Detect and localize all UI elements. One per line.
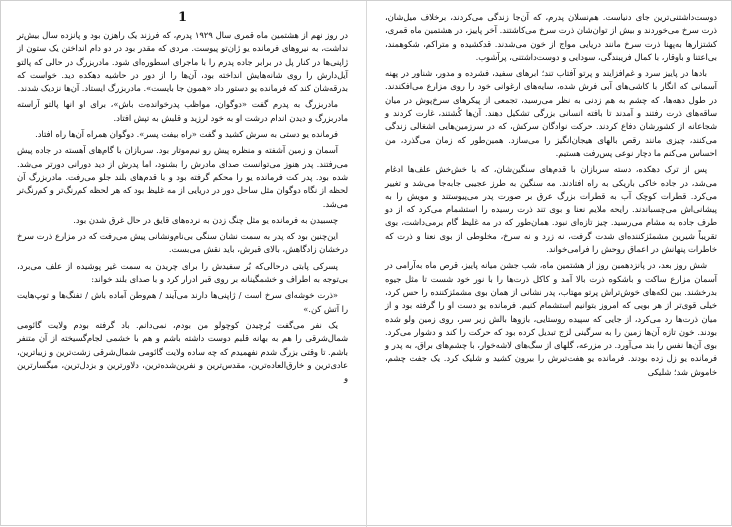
- right-paragraph-2: بادها در پاییز سرد و غم‌افزایند و پرتو آفتاب تند؛ ابرهای سفید، فشرده و مدور، شناور در پهنه آسمانی که انگار با کاشی‌های آبی فرش شده، سایه‌های ارغوانی خود را روی مزارع می‌افکندند. در طول دهه‌ها، که چشم به هم زدنی به نظر می‌رسید، تجمعی از پیکرهای سرخ‌پوش در میان ساقه‌های ذرت رفتند و آمدند تا بافته انسانی بزرگی تشکیل دهند. آن‌ها کُشتند، غارت کردند و شجاعانه از کشورشان دفاع کردند. حرکت نوادگان سرکش، که در سرزمین‌هایی اشغالی زندگی می‌کنند، چیزی مانند رقص بالهای هیجان‌انگیز را می‌سازد. همین‌طور که زمان می‌گذرد، من احساس می‌کنم ما دچار نوعی پس‌رفت هستیم.: [385, 68, 717, 158]
- left-paragraph-5: چسبیدن به فرمانده یو مثل چنگ زدن به نرده‌های قایق در حال غرق شدن بود.: [73, 214, 338, 225]
- right-paragraph-1: دوست‌داشتنی‌ترین جای دنیاست. هم‌نسلان پدرم، که آن‌جا زندگی می‌کردند، برخلاف میل‌شان، ذرت سرخ می‌خوردند و بیش از توان‌شان ذرت سرخ می‌کاشتند. آخر پاییز، در هشتمین ماه قمری، کشتزارها به‌پهنا ذرت سرخ مانند دریایی مواج از خون می‌شدند. قدکشیده و متراکم، شکوهمند، بی‌اعتنا و باوقار، با کمال فریبندگی، سودایی و دوست‌داشتنی، پرآشوب.: [385, 12, 717, 62]
- left-paragraph-2: مادربزرگ به پدرم گفت «دوگوان، مواظب پدرخوانده‌ت باش»، برای او انها پالتو آراسته مادربزرگ و دیدن اندام درشت او به خود لرزید و قلبش به تپش افتاد.: [17, 99, 348, 123]
- left-paragraph-7: پسرکی پابتی درحالی‌که بُر سفیدش را برای چریدن به سمت غیر پوشیده از علف می‌برد، بی‌توجه به اطراف و خشمگینانه بر روی قبر ادرار کرد و با صدای بلند خواند:: [17, 260, 348, 285]
- left-page: [1, 1, 366, 527]
- left-paragraph-9: یک نفر می‌گفت بُرچیدن کوچولو من بودم، نمی‌دانم. باد گرفته بودم ولایت گائومی شمال‌شرقی را هم به بهانه قلبم دوست داشته باشم و هم با خشمی لجام‌گسیخته از آن متنفر باشم. تا وقتی بزرگ شدم نفهمیدم که چه ساده ولایت گائومی شمال‌شرقی زشت‌ترین و زیباترین، عادی‌ترین و خارق‌العاده‌ترین، مقدس‌ترین و نفرین‌شده‌ترین، دلاورترین و بزدل‌ترین، میگسارترین و: [17, 319, 348, 384]
- left-paragraph-4: آسمان و زمین آشفته و منظره پیش رو نیم‌موتار بود. سربازان با گام‌های آهسته در جاده پیش می‌رفتند. پدر هنوز می‌توانست صدای مادرش را بشنود، اما پدرش از دید دورانی دورتر می‌شد. شده بود. پدر کت فرمانده یو را محکم گرفته بود و با قدم‌های بلند جلو می‌رفت. مادربزرگ آن لحظه از نگاه دوگوان مثل ساحل دور در دریایی از مه غلیظ بود که هر لحظه کم‌رنگ‌تر و کم‌رنگ‌تر می‌شد.: [17, 145, 348, 209]
- right-paragraph-3: پس از ترک دهکده، دسته سربازان با قدم‌های سنگین‌شان، که با خش‌خش علف‌ها ادغام می‌شد، در جاده خاکی باریکی به راه افتادند. مه سنگین به طرز عجیبی جابه‌جا می‌شد و تغییر می‌کرد. قطرات کوچک آب به قطرات بزرگ عرق بر صورت پدر می‌پیوستند و مویش را به پیشانی‌اش می‌چسباندند. رایحه ملایم نعنا و بوی تند ذرت رسیده را استشمام می‌کرد که از دو طرف جاده به مشام می‌رسید. چیز تازه‌ای نبود. همان‌طور که در مه غلیظ گام برمی‌داشت، بوی تقریباً شیرین مشمئزکننده‌ای شدت گرفت، نه زرد و نه سرخ، مخلوطی از بوی نعنا و ذرت که خاطرات پنهانش در اعماق روحش را فرامی‌خواند.: [385, 164, 717, 255]
- right-paragraph-4: شش روز بعد، در پانزدهمین روز از هشتمین ماه، شب جشن میانه پاییز، قرص ماه به‌آرامی در آسمان مزارع ساکت و باشکوه ذرت بالا آمد و کاکل ذرت‌ها را با نور خود شست تا مثل جیوه بدرخشند. بین لکه‌های خوش‌تراش پرتو مهتاب، پدر نشانی از همان بوی مشمئزکننده را حس کرد، خیلی قوی‌تر از هر بویی که امروز بتوانیم استشمام کنیم. فرمانده یو دست او را گرفته بود و از میان ذرت‌ها رد می‌کرد، از جایی که سپیده روستایی، بازوها بالش زیر سر، روی زمین ولو شده بودند. خون تازه آن‌ها زمین را به سرگینی لزج تبدیل کرده بود که حرکت را کند و دشوار می‌کرد. بوی آن‌ها نفس را بند می‌آورد. در مزرعه، گلهای از سگ‌های لاشه‌خوار، با چشم‌های براق، به پدر و فرمانده یو زل زده بودند. فرمانده یو هفت‌تیرش را بیرون کشید و شلیک کرد. یک جفت چشم، خاموش شد؛ شلیکی: [385, 260, 717, 377]
- right-page: [367, 1, 732, 527]
- page-number: 1: [177, 10, 188, 25]
- left-paragraph-1: در روز نهم از هشتمین ماه قمری سال ۱۹۲۹ پدرم، که فرزند یک راهزن بود و پانزده سال بیش‌تر نداشت، به نیروهای فرمانده یو ژان‌تو پیوست. مردی که مقدر بود در دو دام انداختن یک ستون از ژاپنی‌ها در کنار پل در برابر جاده پدرم را با ماجرای اسطوره‌ای شود. مادربزرگ در حالی که پالتو آیل‌دارش را روی شانه‌هایش انداخته بود، آن‌ها را از دور در حاشیه دهکده دید. خواست که بدرقه‌شان کند که فرمانده یو دستور داد «همون جا بایست». مادربزرگ ایستاد. آن‌ها نزدیک شدند.: [17, 30, 348, 94]
- left-paragraph-3: فرمانده یو دستی به سرش کشید و گفت «راه بیفت پسر». دوگوان همراه آن‌ها راه افتاد.: [35, 129, 338, 140]
- left-paragraph-6: این‌چنین بود که پدر به سمت نشان سنگی بی‌نام‌ونشانی پیش می‌رفت که در مزارع ذرت سرخ درخشان زادگاهش، بالای قبرش، باید نقش می‌بست.: [17, 231, 348, 255]
- left-paragraph-8: «ذرت خوشه‌ای سرخ است / ژاپنی‌ها دارند می‌آیند / هم‌وطن آماده باش / تفنگ‌ها و توپ‌هایت را آتش کن.»: [17, 290, 348, 314]
